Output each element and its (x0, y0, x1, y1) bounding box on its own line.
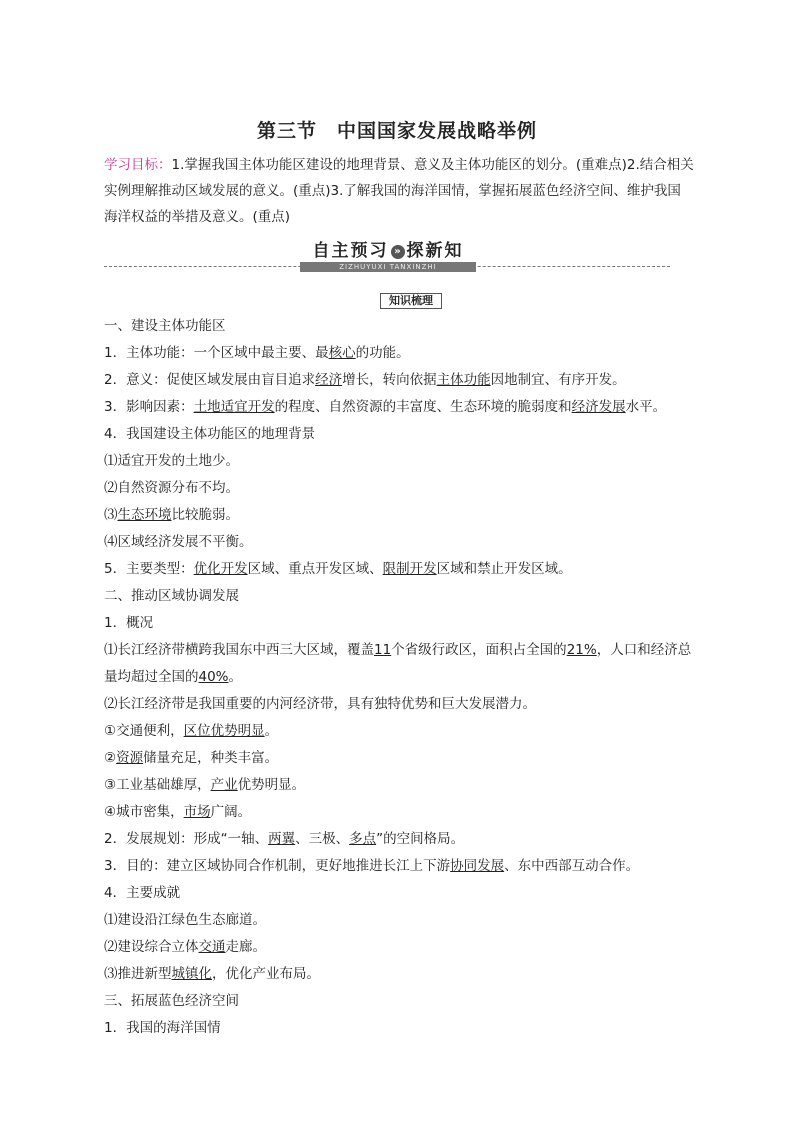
underlined-answer: 两翼 (268, 831, 296, 847)
text: 2．意义：促使区域发展由盲目追求 (104, 372, 316, 388)
text: ⑵建设综合立体 (104, 939, 199, 955)
item-m4-3 (104, 961, 704, 988)
item-m1-2-a (104, 718, 704, 745)
text: 因地制宜、有序开发。 (490, 372, 626, 388)
underlined-answer: 交通 (198, 939, 226, 955)
text: 优势明显。 (237, 777, 306, 793)
text: 3．影响因素： (104, 399, 194, 415)
text: 1．主体功能：一个区域中最主要、最 (104, 345, 329, 361)
text: 的功能。 (355, 345, 410, 361)
item-m3 (104, 853, 704, 880)
text: ⑴长江经济带横跨我国东中西三大区域，覆盖 (104, 642, 374, 658)
text: 、东中西部互动合作。 (504, 858, 640, 874)
item-m4-2 (104, 934, 704, 961)
banner-subtitle: ZIZHUYUXI TANXINZHI (300, 262, 476, 272)
item-m2 (104, 826, 704, 853)
banner-title (300, 240, 476, 262)
item-4-4: ⑷区域经济发展不平衡。 (104, 534, 253, 550)
page-title: 第三节 中国国家发展战略举例 (256, 120, 537, 142)
underlined-answer: 40% (198, 669, 229, 685)
text: ⑶ (104, 507, 118, 523)
text: 增长，转向依据 (342, 372, 437, 388)
knowledge-tag (367, 289, 455, 305)
text: ⑶推进新型 (104, 966, 172, 982)
item-4-1: ⑴适宜开发的土地少。 (104, 453, 239, 469)
item-4-2: ⑵自然资源分布不均。 (104, 480, 239, 496)
text: 2．发展规划：形成“一轴、 (104, 831, 269, 847)
section-heading-3: 三、拓展蓝色经济空间 (104, 993, 239, 1009)
underlined-answer: 核心 (328, 345, 356, 361)
knowledge-tag-label: 知识梳理 (380, 293, 442, 309)
item-5 (104, 556, 704, 583)
text: 广阔。 (210, 804, 252, 820)
item-4-3 (104, 502, 704, 529)
text: ② (104, 750, 117, 766)
underlined-answer: 资源 (116, 750, 144, 766)
text: 。 (228, 669, 243, 685)
learning-goals-label: 学习目标： (104, 157, 172, 173)
text: 个省级行政区，面积占全国的 (391, 642, 567, 658)
banner-arrow-icon: » (391, 245, 405, 259)
item-4: 4．我国建设主体功能区的地理背景 (104, 426, 316, 442)
text: 水平。 (625, 399, 667, 415)
item-n1: 1．我国的海洋国情 (104, 1020, 221, 1036)
underlined-answer: 协同发展 (450, 858, 505, 874)
text: 、三极、 (295, 831, 350, 847)
underlined-answer: 生态环境 (117, 507, 172, 523)
item-m1-1 (104, 637, 704, 691)
text: 。 (264, 723, 279, 739)
section-heading-1: 一、建设主体功能区 (104, 318, 226, 334)
underlined-answer: 多点 (349, 831, 377, 847)
underlined-answer: 土地适宜开发 (193, 399, 275, 415)
text: ，优化产业布局。 (212, 966, 320, 982)
underlined-answer: 21% (566, 642, 597, 658)
item-m1: 1．概况 (104, 615, 154, 631)
section-heading-2: 二、推动区域协调发展 (104, 588, 239, 604)
text: ”的空间格局。 (376, 831, 465, 847)
item-m4-1: ⑴建设沿江绿色生态廊道。 (104, 912, 266, 928)
text: 走廊。 (225, 939, 266, 955)
banner-part2: 探新知 (406, 241, 464, 261)
text: 3．目的：建立区域协同合作机制，更好地推进长江上下游 (104, 858, 451, 874)
underlined-answer: 经济发展 (571, 399, 626, 415)
underlined-answer: 城镇化 (171, 966, 212, 982)
underlined-answer: 优化开发 (193, 561, 248, 577)
text: 储量充足，种类丰富。 (143, 750, 279, 766)
text: 的程度、自然资源的丰富度、生态环境的脆弱度和 (274, 399, 572, 415)
text: ④城市密集， (104, 804, 184, 820)
main-content (104, 313, 704, 1042)
underlined-answer: 产业 (210, 777, 238, 793)
item-m1-2-b (104, 745, 704, 772)
learning-goals-text: 1.掌握我国主体功能区建设的地理背景、意义及主体功能区的划分。(重难点)2.结合相关实例理解推动区域发展的意义。(重点)3.了解我国的海洋国情，掌握拓展蓝色经济空间、维护我国海洋权益的举措及意义。(重点) (104, 157, 694, 225)
text: ③工业基础雄厚， (104, 777, 211, 793)
item-2 (104, 367, 704, 394)
underlined-answer: 市场 (183, 804, 211, 820)
underlined-answer: 区位优势明显 (183, 723, 265, 739)
text: ①交通便利， (104, 723, 184, 739)
item-m4: 4．主要成就 (104, 885, 181, 901)
item-1 (104, 340, 704, 367)
text: 区域和禁止开发区域。 (436, 561, 572, 577)
text: 比较脆弱。 (171, 507, 239, 523)
text: 区域、重点开发区域、 (247, 561, 383, 577)
learning-goals (104, 152, 694, 230)
underlined-answer: 经济 (315, 372, 343, 388)
banner-part1: 自主预习 (312, 241, 389, 261)
item-m1-2: ⑵长江经济带是我国重要的内河经济带，具有独特优势和巨大发展潜力。 (104, 696, 536, 712)
text: 5．主要类型： (104, 561, 194, 577)
underlined-answer: 主体功能 (436, 372, 491, 388)
text: ，人口和经济总量均超过全国的 (104, 642, 692, 685)
underlined-answer: 限制开发 (382, 561, 437, 577)
item-3 (104, 394, 704, 421)
item-m1-2-d (104, 799, 704, 826)
item-m1-2-c (104, 772, 704, 799)
section-banner (104, 240, 670, 274)
underlined-answer: 11 (374, 642, 392, 658)
